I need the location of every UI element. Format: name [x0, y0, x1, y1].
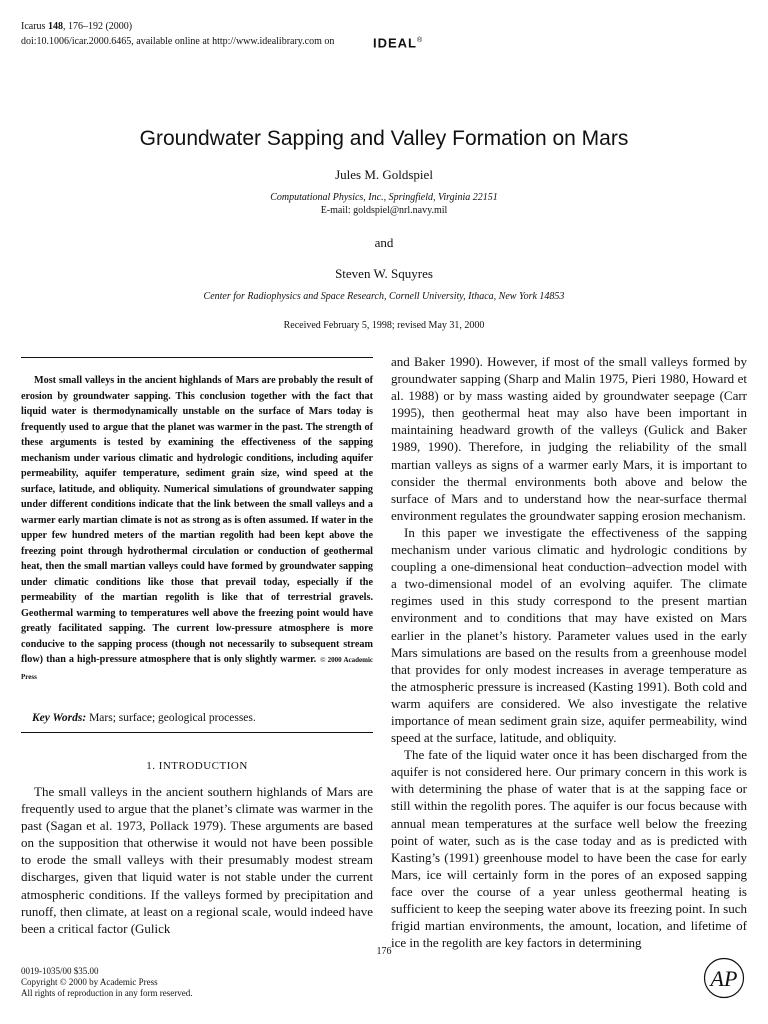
section-heading-introduction: 1. INTRODUCTION [146, 760, 248, 772]
intro-right-column [391, 353, 747, 951]
academic-press-logo-icon [703, 957, 745, 999]
ap-logo-text: AP [710, 966, 738, 991]
affiliation-1: Computational Physics, Inc., Springfield, Virginia 22151 [270, 192, 498, 203]
intro-paragraph-1: The small valleys in the ancient southern highlands of Mars are frequently used to argue that the planet’s climate was warmer in the past (Sagan et al. 1973, Pollack 1979). These arguments are based on the supposition that otherwise it would not have been possible to erode the small valleys with their presumably modest stream discharges, given that liquid water is not stable under the current atmospheric conditions. If the valleys formed by precipitation and runoff, then climate, at least on a regional scale, would indeed have been a critical factor (Gulick [21, 784, 373, 936]
affiliation-2: Center for Radiophysics and Space Research, Cornell University, Ithaca, New York 14853 [203, 291, 565, 302]
rights-line: All rights of reproduction in any form reserved. [21, 988, 193, 998]
intro-paragraph-continued: and Baker 1990). However, if most of the small valleys formed by groundwater sapping (Sharp and Malin 1975, Pieri 1980, Howard et al. 1988) or by mass wasting aided by groundwater seepage (Carr 1995), then geothermal heat may also have been important in maintaining headward growth of the valleys (Gulick and Baker 1989, 1990). Therefore, in judging the reliability of the small martian valleys as signs of a warmer early Mars, it is important to consider the thermal environments both above and below the surface of Mars and to understand how the near-surface thermal environment regulates the groundwater sapping erosion mechanism. [391, 354, 747, 523]
author-1: Jules M. Goldspiel [335, 167, 433, 182]
and-separator: and [374, 235, 394, 250]
journal-volume: 148 [47, 21, 63, 32]
issn-price: 0019-1035/00 $35.00 [21, 966, 99, 976]
keywords-label: Key Words: [32, 712, 87, 724]
journal-citation [21, 19, 132, 34]
doi-line[interactable]: doi:10.1006/icar.2000.6465, available online at http://www.idealibrary.com on [21, 36, 335, 47]
email-1[interactable]: E-mail: goldspiel@nrl.navy.mil [320, 205, 448, 216]
intro-paragraph-2: In this paper we investigate the effectiveness of the sapping mechanism under various climatic and hydrologic conditions by coupling a one-dimensional heat conduction–advection model with a two-dimensional model of an evolving aquifer. The climate regimes used in this study correspond to the present martian environment and to conditions that may have existed on Mars earlier in the planet’s history. Parameter values used in the early Mars simulations are based on the results from a greenhouse model that provides for only modest increases in average temperature as the atmospheric pressure is increased (Kasting 1991). Both cold and warm aquifers are considered. We also investigate the relative importance of mean sediment grain size, aquifer permeability, wind speed at the surface, latitude, and obliquity. [391, 524, 747, 746]
registered-mark: ® [417, 37, 424, 44]
ideal-logo[interactable] [373, 33, 423, 50]
ideal-logo-text: IDEAL [373, 35, 417, 51]
paper-title: Groundwater Sapping and Valley Formation on Mars [139, 127, 629, 150]
abstract-bottom-rule [21, 732, 373, 733]
keywords [32, 711, 372, 726]
abstract-copyright: © 2000 Academic Press [21, 656, 374, 681]
intro-left-column [21, 783, 373, 937]
intro-paragraph-3: The fate of the liquid water once it has been discharged from the aquifer is not considered here. Our primary concern in this work is with determining the phase of water that is at the sapping face or still within the regolith pores. The aquifer is our focus because with annual mean temperatures at the surface well below the freezing point of water, such as is the case today and as is predicted with Kasting’s (1991) greenhouse model to have been the case for early Mars, ice will certainly form in the pores of an exposed sapping face over the course of a year unless geothermal heating is sufficient to keep the seeping water above its freezing point. In such frigid martian environments, the amount, location, and lifetime of ice in the regolith are key factors in determining [391, 747, 747, 951]
journal-name: Icarus [21, 21, 46, 32]
received-dates: Received February 5, 1998; revised May 31, 2000 [283, 320, 485, 331]
page-number: 176 [376, 946, 392, 957]
abstract-text: Most small valleys in the ancient highlands of Mars are probably the result of erosion by groundwater sapping. This conclusion together with the fact that liquid water is thermodynamically unstable on the surface of Mars today is frequently used to argue that the planet was warmer in the past. The strength of these arguments is tested by examining the effectiveness of the sapping mechanism under various climatic and hydrologic conditions, including aquifer permeability, aquifer temperature, sediment grain size, wind speed at the surface, latitude, and obliquity. Numerical simulations of groundwater sapping under different conditions indicate that the link between the small valleys and a warmer early martian climate is not as strong as is often assumed. If water in the upper few hundred meters of the martian regolith had been kept above the freezing point through hydrothermal circulation or conduction of geothermal heat, then the small martian valleys could have formed by groundwater sapping under climatic conditions like those that prevail today, especially if the permeability of the martian regolith is like that of terrestrial gravels. Geothermal warming to temperatures well above the freezing point would have greatly facilitated sapping. The current low-pressure atmosphere is more conducive to the sapping process (though not necessarily to subsequent stream flow) than a high-pressure atmosphere that is only slightly warmer. [21, 375, 373, 665]
abstract [21, 373, 373, 685]
author-2: Steven W. Squyres [335, 266, 433, 281]
copyright-footer [21, 966, 192, 999]
journal-pages-year: , 176–192 (2000) [62, 21, 133, 32]
copyright-line: Copyright © 2000 by Academic Press [21, 977, 158, 987]
abstract-top-rule [21, 357, 373, 358]
keywords-text: Mars; surface; geological processes. [86, 712, 256, 724]
